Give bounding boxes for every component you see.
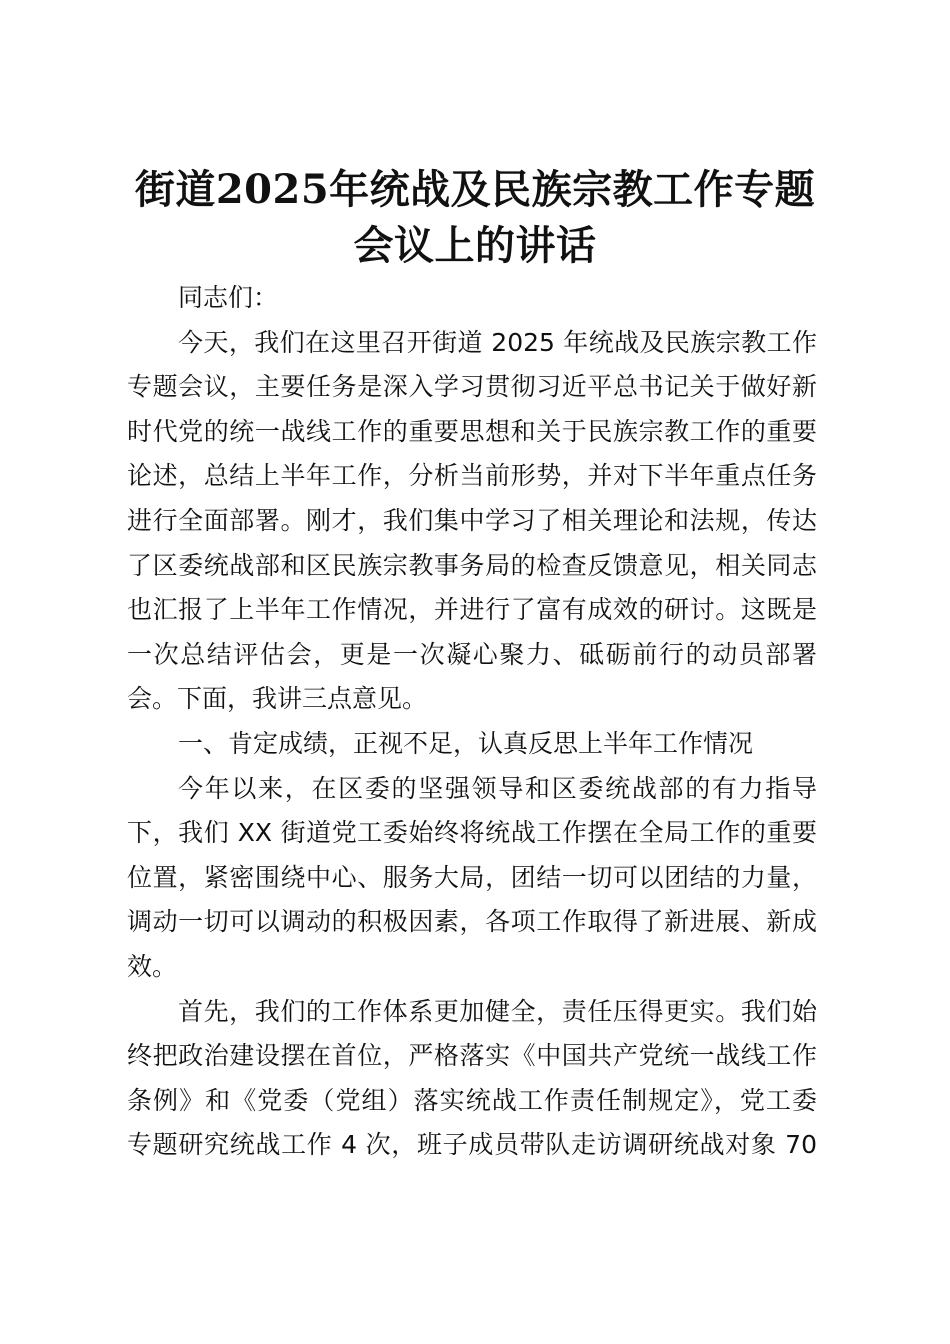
text-line: 进行全面部署。刚才，我们集中学习了相关理论和法规，传达 [127, 505, 817, 535]
title-line: 会议上的讲话 [353, 222, 597, 269]
text-line: 终把政治建设摆在首位，严格落实《中国共产党统一战线工作 [127, 1041, 817, 1071]
text-line: 时代党的统一战线工作的重要思想和关于民族宗教工作的重要 [127, 416, 817, 446]
section-heading: 一、肯定成绩，正视不足，认真反思上半年工作情况 [178, 728, 754, 758]
text-line: 论述，总结上半年工作，分析当前形势，并对下半年重点任务 [127, 461, 817, 491]
paragraph-opening [127, 321, 817, 722]
text-line: 会。下面，我讲三点意见。 [127, 684, 428, 714]
text-line: 专题研究统战工作 4 次，班子成员带队走访调研统战对象 70 [127, 1130, 817, 1160]
text-line: 了区委统战部和区民族宗教事务局的检查反馈意见，相关同志 [127, 550, 817, 580]
section-heading-1 [127, 722, 817, 767]
text-line: 下，我们 XX 街道党工委始终将统战工作摆在全局工作的重要 [127, 818, 817, 848]
paragraph-work-system [127, 990, 817, 1168]
text-line: 今年以来，在区委的坚强领导和区委统战部的有力指导 [178, 773, 817, 803]
text-line: 调动一切可以调动的积极因素，各项工作取得了新进展、新成 [127, 907, 817, 937]
document-title [100, 162, 850, 274]
text-line: 首先，我们的工作体系更加健全，责任压得更实。我们始 [178, 996, 817, 1026]
text-line: 条例》和《党委（党组）落实统战工作责任制规定》，党工委 [127, 1085, 817, 1115]
text-line: 专题会议，主要任务是深入学习贯彻习近平总书记关于做好新 [127, 372, 817, 402]
text-line: 也汇报了上半年工作情况，并进行了富有成效的研讨。这既是 [127, 595, 817, 625]
text-line: 位置，紧密围绕中心、服务大局，团结一切可以团结的力量， [127, 862, 817, 892]
salutation: 同志们： [178, 283, 279, 312]
title-line: 街道2025年统战及民族宗教工作专题 [134, 166, 816, 213]
text-line: 一次总结评估会，更是一次凝心聚力、砥砺前行的动员部署 [127, 639, 817, 669]
paragraph-achievements [127, 767, 817, 990]
text-line: 今天，我们在这里召开街道 2025 年统战及民族宗教工作 [178, 327, 817, 357]
text-line: 效。 [127, 951, 178, 981]
document-body [127, 276, 817, 1168]
